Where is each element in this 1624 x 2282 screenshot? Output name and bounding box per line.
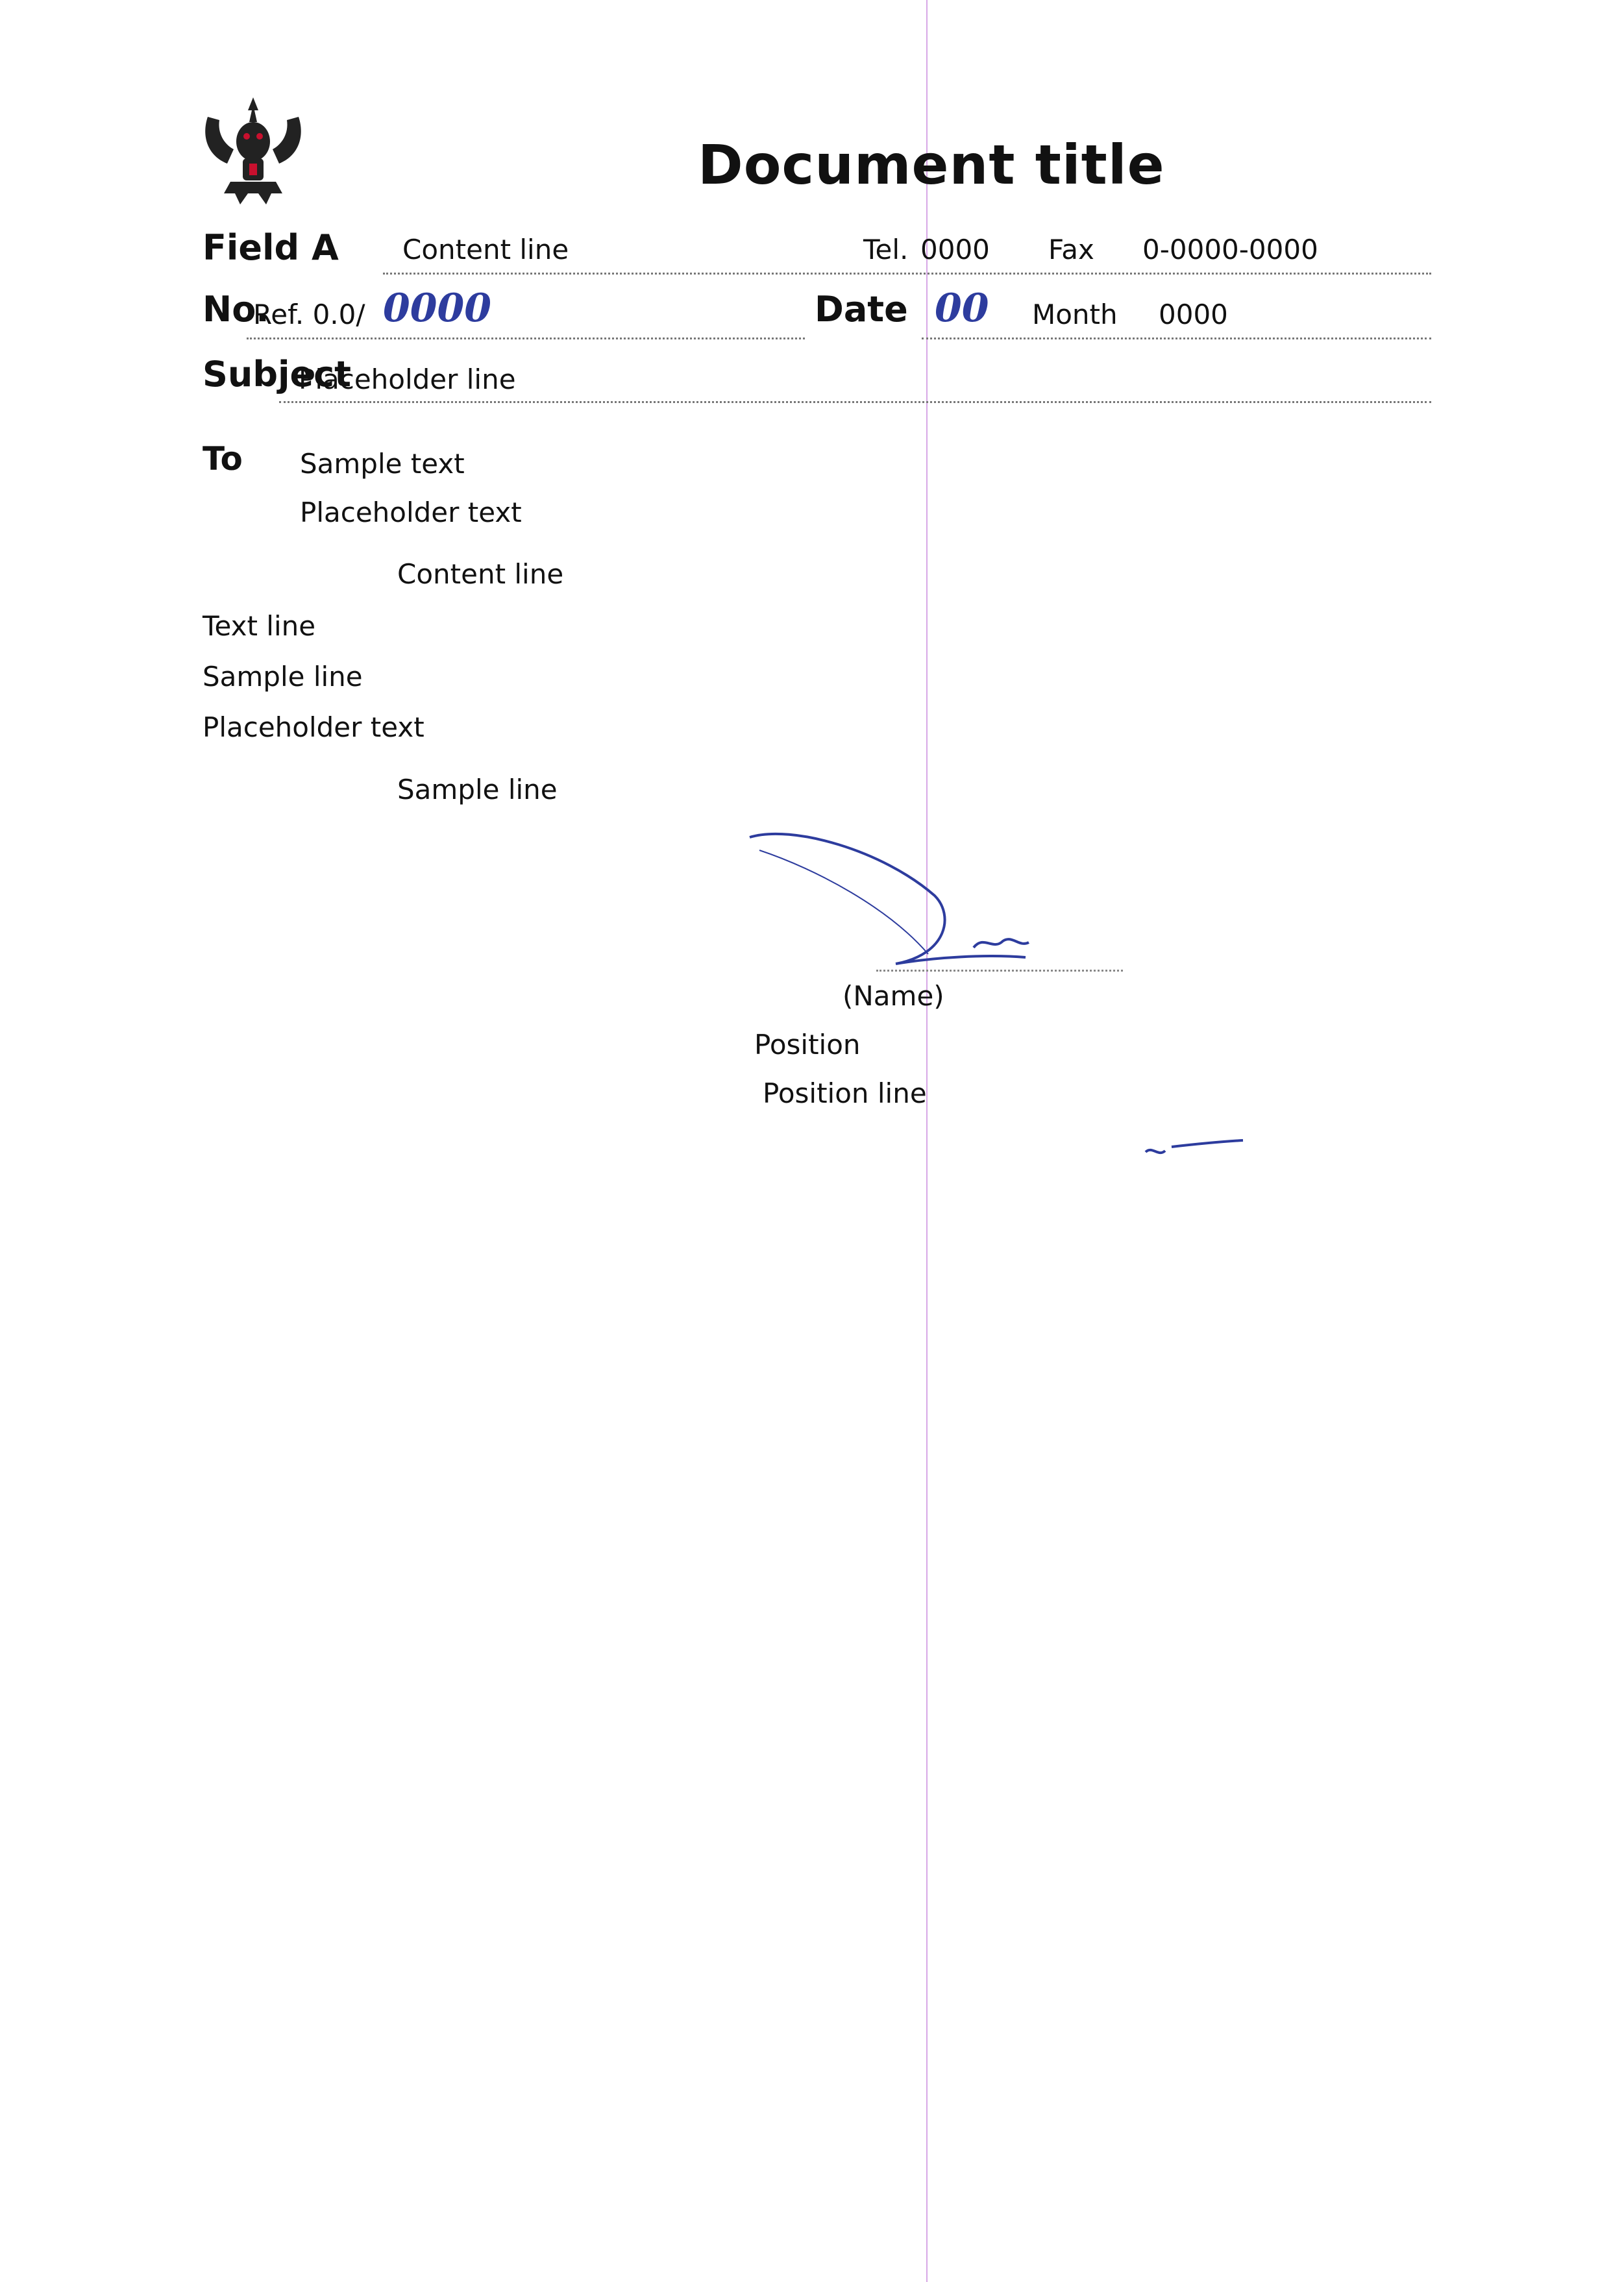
para2-line: Sample line <box>397 774 558 805</box>
handwritten-signature <box>740 824 1103 980</box>
para1-line-2: Text line <box>203 610 316 642</box>
date-label: Date <box>815 289 908 330</box>
phone-label: Tel. <box>863 234 909 265</box>
phone-value: 0000 <box>920 234 990 265</box>
para1-line-3: Sample line <box>203 661 363 693</box>
signatory-position-1: Position <box>754 1029 861 1061</box>
date-day-handwritten: 00 <box>935 286 989 331</box>
agency-dotted-line <box>383 273 1431 275</box>
fax-value: 0-0000-0000 <box>1142 234 1318 265</box>
no-prefix: Ref. 0.0/ <box>253 299 365 330</box>
signatory-name: (Name) <box>843 980 944 1012</box>
no-label: No. <box>203 289 269 330</box>
handwritten-initial-mark <box>1142 1133 1246 1165</box>
subject-value: Placeholder line <box>299 363 516 395</box>
to-line-1: Sample text <box>300 448 465 480</box>
agency-label: Field A <box>203 227 339 268</box>
date-month: Month <box>1032 299 1118 330</box>
agency-value: Content line <box>402 234 569 265</box>
to-line-2: Placeholder text <box>300 497 522 528</box>
garuda-emblem-icon <box>195 91 312 208</box>
para1-line-4: Placeholder text <box>203 711 424 743</box>
date-year: 0000 <box>1159 299 1228 330</box>
fax-label: Fax <box>1048 234 1094 265</box>
subject-dotted-line <box>279 401 1431 403</box>
page-title: Document title <box>698 133 1165 197</box>
no-handwritten: 0000 <box>383 286 491 331</box>
no-dotted-line <box>247 337 805 339</box>
to-label: To <box>203 440 243 478</box>
date-dotted-line <box>922 337 1431 339</box>
margin-line <box>926 0 928 2282</box>
signature-dotted-line <box>876 970 1123 972</box>
signatory-position-2: Position line <box>763 1077 927 1109</box>
subject-label: Subject <box>203 354 351 395</box>
para1-line-1: Content line <box>397 558 564 590</box>
